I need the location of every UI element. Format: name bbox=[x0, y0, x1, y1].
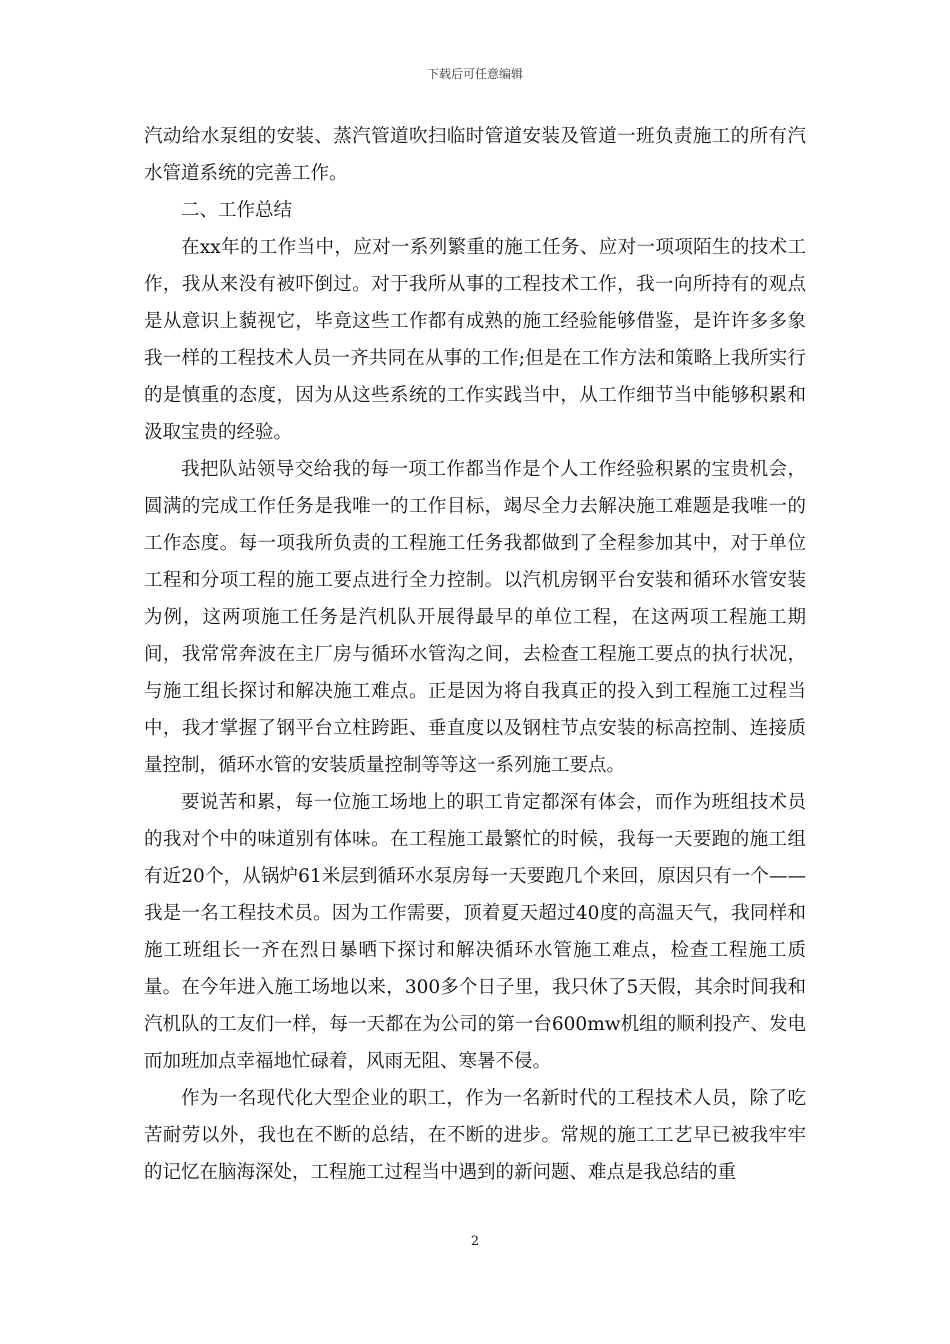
paragraph: 要说苦和累，每一位施工场地上的职工肯定都深有体会，而作为班组技术员的我对个中的味道别有体味。在工程施工最繁忙的时候，我每一天要跑的施工组有近20个，从锅炉61米层到循环水泵房每一天要跑几个来回，原因只有一个——我是一名工程技术员。因为工作需要，顶着夏天超过40度的高温天气，我同样和施工班组长一齐在烈日暴晒下探讨和解决循环水管施工难点，检查工程施工质量。在今年进入施工场地以来，300多个日子里，我只休了5天假，其余时间我和汽机队的工友们一样，每一天都在为公司的第一台600mw机组的顺利投产、发电而加班加点幸福地忙碌着，风雨无阻、寒暑不侵。 bbox=[144, 792, 806, 1072]
paragraph: 在xx年的工作当中，应对一系列繁重的施工任务、应对一项项陌生的技术工作，我从来没有被吓倒过。对于我所从事的工程技术工作，我一向所持有的观点是从意识上藐视它，毕竟这些工作都有成熟的施工经验能够借鉴，是许许多多象我一样的工程技术人员一齐共同在从事的工作;但是在工作方法和策略上我所实行的是慎重的态度，因为从这些系统的工作实践当中，从工作细节当中能够积累和汲取宝贵的经验。 bbox=[144, 237, 806, 443]
paragraph: 作为一名现代化大型企业的职工，作为一名新时代的工程技术人员，除了吃苦耐劳以外，我也在不断的总结，在不断的进步。常规的施工工艺早已被我牢牢的记忆在脑海深处，工程施工过程当中遇到的新问题、难点是我总结的重 bbox=[144, 1088, 806, 1183]
page-header: 下载后可任意编辑 bbox=[426, 67, 523, 81]
document-body bbox=[144, 118, 806, 1191]
paragraph-continuation: 汽动给水泵组的安装、蒸汽管道吹扫临时管道安装及管道一班负责施工的所有汽水管道系统的完善工作。 bbox=[144, 126, 806, 184]
section-heading: 二、工作总结 bbox=[181, 200, 293, 221]
page-number: 2 bbox=[470, 1234, 480, 1249]
paragraph: 我把队站领导交给我的每一项工作都当作是个人工作经验积累的宝贵机会，圆满的完成工作任务是我唯一的工作目标，竭尽全力去解决施工难题是我唯一的工作态度。每一项我所负责的工程施工任务我都做到了全程参加其中，对于单位工程和分项工程的施工要点进行全力控制。以汽机房钢平台安装和循环水管安装为例，这两项施工任务是汽机队开展得最早的单位工程，在这两项工程施工期间，我常常奔波在主厂房与循环水管沟之间，去检查工程施工要点的执行状况，与施工组长探讨和解决施工难点。正是因为将自我真正的投入到工程施工过程当中，我才掌握了钢平台立柱跨距、垂直度以及钢柱节点安装的标高控制、连接质量控制，循环水管的安装质量控制等等这一系列施工要点。 bbox=[144, 459, 806, 776]
